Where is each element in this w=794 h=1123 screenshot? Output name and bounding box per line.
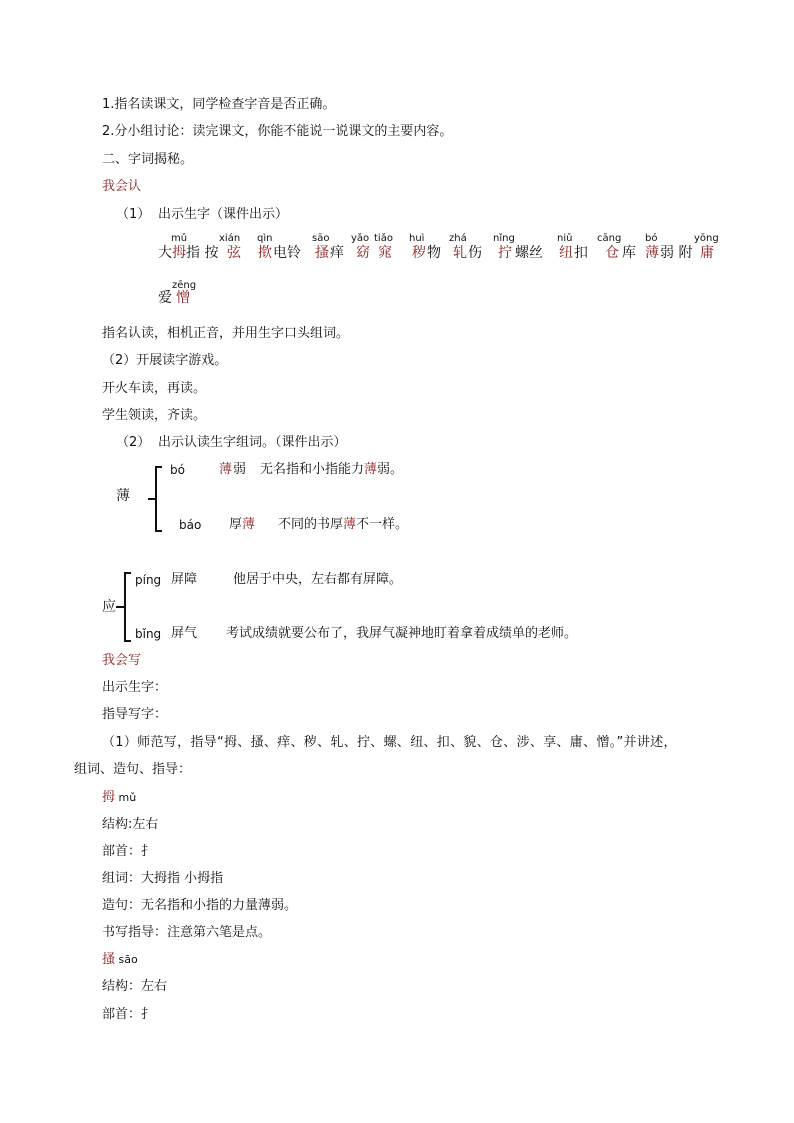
char-text: 弦 [227, 245, 241, 261]
char-pinyin: xián [219, 233, 241, 244]
note-line: 指名认读，相机正音，并用生字口头组词。 [102, 326, 350, 341]
char-pinyin: huì [409, 233, 425, 244]
char-pinyin: zēng [172, 280, 197, 291]
char-text: 薄 [645, 245, 659, 261]
char-sentence: 造句：无名指和小指的力量薄弱。 [102, 898, 298, 913]
reading-word: 弱 [233, 462, 247, 477]
char-pinyin: yǎo [351, 233, 370, 244]
char-pinyin: cāng [597, 233, 622, 244]
reading-sentence: 不同的书厚薄不一样。 [278, 517, 409, 532]
char-heading: 拇 mǔ [102, 790, 137, 805]
char-structure: 结构：左右 [102, 979, 168, 994]
char-text: 电铃 [273, 245, 301, 261]
char-pinyin: mǔ [171, 233, 188, 244]
brace-line [124, 572, 131, 574]
reading-word: 厚薄 [229, 517, 256, 532]
reading-word-red: 薄 [219, 462, 233, 477]
char-text: 螺丝 [515, 245, 543, 261]
write-paragraph-2: 组词、造句、指导： [74, 762, 192, 777]
polyphone-char: 应 [102, 599, 116, 615]
char-text: 窈 [356, 245, 370, 261]
write-guide: 指导写字： [102, 707, 168, 722]
step2-number: （2） [116, 435, 151, 450]
step2-text: 出示认读生字组词。（课件出示） [158, 435, 347, 450]
char-pinyin: bó [645, 233, 658, 244]
recognize-heading: 我会认 [102, 179, 142, 194]
char-pinyin: qìn [257, 233, 273, 244]
intro-line-1: 1.指名读课文，同学检查字音是否正确。 [102, 97, 336, 112]
char-text: 拇 [172, 245, 186, 261]
step1-number: （1） [116, 207, 151, 222]
note-line: 开火车读，再读。 [102, 381, 207, 396]
char-pinyin: tiǎo [374, 233, 393, 244]
write-show: 出示生字： [102, 680, 168, 695]
char-text: 爱 [158, 290, 172, 306]
char-text: 痒 [330, 245, 344, 261]
char-pinyin: zhá [449, 233, 467, 244]
char-structure: 结构:左右 [102, 817, 159, 832]
char-text: 大 [158, 245, 172, 261]
char-text: 仓 [605, 245, 619, 261]
polyphone-char: 薄 [116, 488, 130, 504]
char-heading: 搔 sāo [102, 952, 138, 967]
reading-word: 屏气 [171, 626, 198, 641]
char-text: 纽 [559, 245, 573, 261]
reading-sentence: 他居于中央，左右都有屏障。 [233, 572, 403, 587]
write-heading: 我会写 [102, 653, 142, 668]
char-pinyin: niǔ [557, 233, 573, 244]
char-text: 庸 [700, 245, 714, 261]
note-line: 学生领读，齐读。 [102, 408, 207, 423]
char-text: 憎 [176, 290, 190, 306]
char-radical: 部首：扌 [102, 844, 155, 859]
brace-line [155, 466, 162, 468]
char-text: 物 [427, 245, 441, 261]
reading-word: 屏障 [171, 572, 198, 587]
brace-line [116, 606, 126, 608]
section-heading: 二、字词揭秘。 [102, 152, 194, 167]
char-text: 指 按 [186, 245, 219, 261]
char-text: 轧 [453, 245, 467, 261]
char-text: 秽 [412, 245, 426, 261]
reading-pinyin: píng [135, 573, 162, 587]
char-pinyin: sāo [312, 233, 330, 244]
note-line: （2）开展读字游戏。 [102, 353, 228, 368]
reading-pinyin: bǐng [135, 627, 162, 641]
step1-text: 出示生字（课件出示） [158, 207, 289, 222]
char-text: 弱 附 [660, 245, 693, 261]
char-radical: 部首：扌 [102, 1007, 155, 1022]
char-pinyin: nǐng [493, 233, 515, 244]
reading-pinyin: báo [179, 518, 202, 532]
reading-sentence: 考试成绩就要公布了，我屏气凝神地盯着拿着成绩单的老师。 [226, 626, 578, 641]
brace-line [124, 640, 131, 642]
char-text: 窕 [378, 245, 392, 261]
brace-line [148, 498, 156, 500]
intro-line-2: 2.分小组讨论：读完课文，你能不能说一说课文的主要内容。 [102, 124, 453, 139]
char-text: 伤 [468, 245, 482, 261]
char-text: 揿 [258, 245, 272, 261]
reading-sentence: 无名指和小指能力薄弱。 [260, 462, 404, 477]
char-pinyin: yōng [694, 233, 719, 244]
char-text: 拧 [498, 245, 512, 261]
char-writing-guide: 书写指导：注意第六笔是点。 [102, 925, 272, 940]
char-text: 库 [622, 245, 636, 261]
brace-line [155, 530, 162, 532]
char-words: 组词：大拇指 小拇指 [102, 871, 224, 886]
char-text: 搔 [315, 245, 329, 261]
write-paragraph-1: （1）师范写，指导“拇、搔、痒、秽、轧、拧、螺、纽、扣、貌、仓、涉、享、庸、憎。”并讲述， [102, 735, 677, 750]
char-text: 扣 [574, 245, 588, 261]
reading-pinyin: bó [170, 463, 185, 477]
